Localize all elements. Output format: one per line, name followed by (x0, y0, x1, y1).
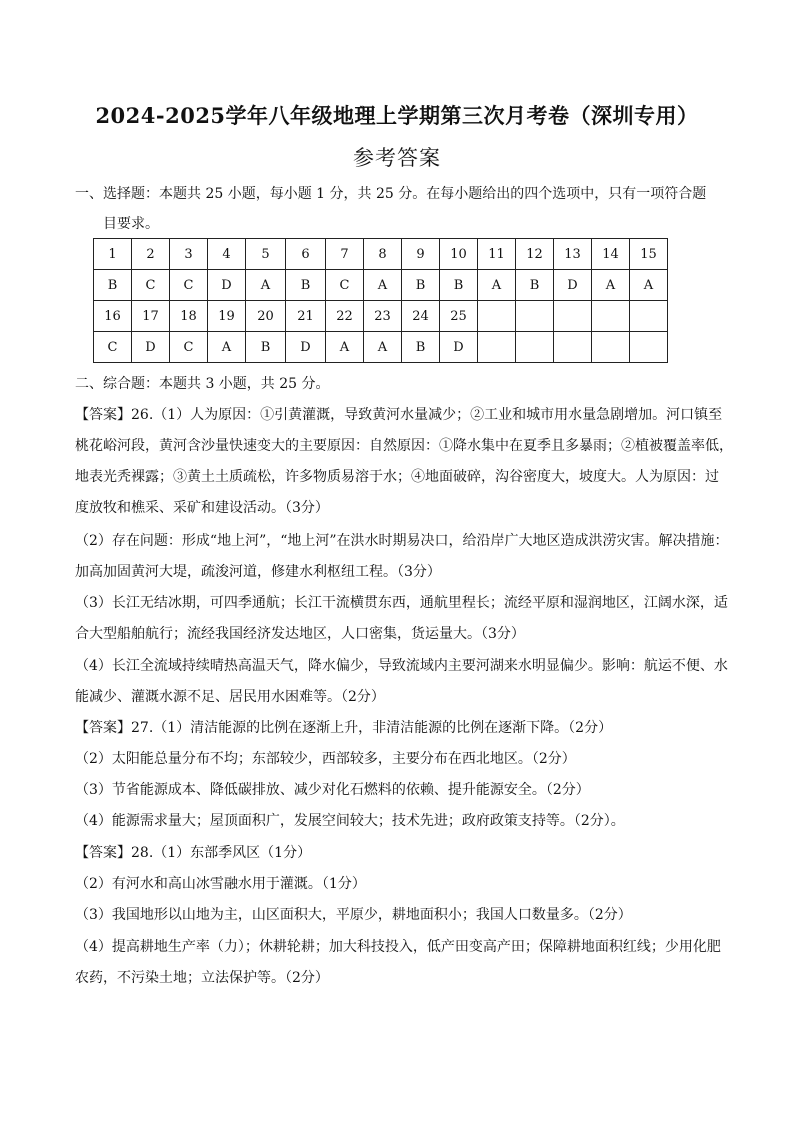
table-cell: 18 (170, 301, 208, 332)
page-subtitle: 参考答案 (353, 146, 441, 170)
table-cell: A (478, 270, 516, 301)
table-cell: B (286, 270, 326, 301)
answer-table (93, 238, 668, 363)
answer-line: 【答案】28.（1）东部季风区（1分） (75, 845, 312, 861)
answer-line: （3）节省能源成本、降低碳排放、减少对化石燃料的依赖、提升能源安全。（2分） (75, 782, 590, 798)
table-cell (592, 332, 630, 363)
answer-line: 合大型船舶航行；流经我国经济发达地区，人口密集，货运量大。（3分） (75, 626, 525, 642)
table-cell: 23 (364, 301, 402, 332)
table-cell: 17 (132, 301, 170, 332)
table-cell: 12 (516, 239, 554, 270)
table-cell: D (554, 270, 592, 301)
table-cell (516, 332, 554, 363)
table-cell: A (630, 270, 668, 301)
table-cell: 13 (554, 239, 592, 270)
table-cell: 7 (326, 239, 364, 270)
table-cell (478, 301, 516, 332)
table-cell (630, 301, 668, 332)
answer-line: （4）长江全流域持续晴热高温天气，降水偏少，导致流域内主要河湖来水明显偏少。影响：航运不便、水 (75, 658, 728, 674)
table-cell: 9 (402, 239, 440, 270)
table-cell (516, 301, 554, 332)
table-cell: 10 (440, 239, 478, 270)
table-cell: B (402, 270, 440, 301)
table-cell (554, 301, 592, 332)
section1-heading: 一、选择题：本题共 25 小题，每小题 1 分，共 25 分。在每小题给出的四个选项中，只有一项符合题 (75, 186, 707, 202)
table-row-numbers-1 (94, 239, 668, 270)
section1-heading-cont: 目要求。 (103, 216, 159, 232)
table-cell: 6 (286, 239, 326, 270)
table-cell: 2 (132, 239, 170, 270)
answer-line: （3）长江无结冰期，可四季通航；长江干流横贯东西，通航里程长；流经平原和湿润地区，江阔水深，适 (75, 595, 728, 611)
table-cell: B (440, 270, 478, 301)
table-cell: 5 (246, 239, 286, 270)
answer-line: 【答案】26.（1）人为原因：①引黄灌溉，导致黄河水量减少；②工业和城市用水量急剧增加。河口镇至 (75, 407, 723, 423)
table-cell (630, 332, 668, 363)
table-cell: 11 (478, 239, 516, 270)
answer-line: 【答案】27.（1）清洁能源的比例在逐渐上升，非清洁能源的比例在逐渐下降。（2分） (75, 720, 613, 736)
answer-line: 度放牧和樵采、采矿和建设活动。（3分） (75, 500, 329, 516)
answer-line: 农药，不污染土地；立法保护等。（2分） (75, 970, 329, 986)
answer-line: （2）存在问题：形成“地上河”，“地上河”在洪水时期易决口，给沿岸广大地区造成洪涝灾害。解决措施： (75, 533, 729, 549)
table-cell: A (592, 270, 630, 301)
table-cell: 21 (286, 301, 326, 332)
table-cell: D (208, 270, 246, 301)
table-cell: C (326, 270, 364, 301)
table-cell: A (364, 270, 402, 301)
table-cell: 14 (592, 239, 630, 270)
table-cell: B (94, 270, 132, 301)
table-cell: A (364, 332, 402, 363)
table-cell: B (246, 332, 286, 363)
table-cell: A (208, 332, 246, 363)
table-cell: C (94, 332, 132, 363)
table-cell: B (402, 332, 440, 363)
table-cell: 15 (630, 239, 668, 270)
section2-heading: 二、综合题：本题共 3 小题，共 25 分。 (75, 376, 330, 392)
answer-line: 加高加固黄河大堤，疏浚河道，修建水利枢纽工程。（3分） (75, 564, 441, 580)
table-cell: 25 (440, 301, 478, 332)
table-row-numbers-2 (94, 301, 668, 332)
table-cell: A (326, 332, 364, 363)
table-row-answers-2 (94, 332, 668, 363)
answer-line: （4）提高耕地生产率（力）；休耕轮耕；加大科技投入，低产田变高产田；保障耕地面积红线；少用化肥 (75, 939, 721, 955)
table-row-answers-1 (94, 270, 668, 301)
page-title: 2024-2025学年八年级地理上学期第三次月考卷（深圳专用） (95, 103, 699, 128)
table-cell: D (132, 332, 170, 363)
table-cell (554, 332, 592, 363)
table-cell: 22 (326, 301, 364, 332)
answer-line: （3）我国地形以山地为主，山区面积大，平原少，耕地面积小；我国人口数量多。（2分） (75, 907, 632, 923)
answer-line: （4）能源需求量大；屋顶面积广，发展空间较大；技术先进；政府政策支持等。（2分）。 (75, 813, 625, 829)
table-cell: 8 (364, 239, 402, 270)
table-cell: 16 (94, 301, 132, 332)
answer-line: （2）太阳能总量分布不均；东部较少，西部较多，主要分布在西北地区。（2分） (75, 751, 576, 767)
table-cell: C (170, 332, 208, 363)
table-cell: C (170, 270, 208, 301)
table-cell: D (440, 332, 478, 363)
table-cell (478, 332, 516, 363)
table-cell (592, 301, 630, 332)
table-cell: 3 (170, 239, 208, 270)
table-cell: 24 (402, 301, 440, 332)
table-cell: 20 (246, 301, 286, 332)
table-cell: D (286, 332, 326, 363)
table-cell: 1 (94, 239, 132, 270)
answer-line: （2）有河水和高山冰雪融水用于灌溉。（1分） (75, 876, 366, 892)
table-cell: B (516, 270, 554, 301)
table-cell: 4 (208, 239, 246, 270)
answer-line: 桃花峪河段，黄河含沙量快速变大的主要原因：自然原因：①降水集中在夏季且多暴雨；②植被覆盖率低， (75, 438, 733, 454)
answer-line: 能减少、灌溉水源不足、居民用水困难等。（2分） (75, 689, 385, 705)
answer-line: 地表光秃裸露；③黄土土质疏松，许多物质易溶于水；④地面破碎，沟谷密度大，坡度大。人为原因：过 (75, 469, 719, 485)
table-cell: C (132, 270, 170, 301)
table-cell: A (246, 270, 286, 301)
table-cell: 19 (208, 301, 246, 332)
